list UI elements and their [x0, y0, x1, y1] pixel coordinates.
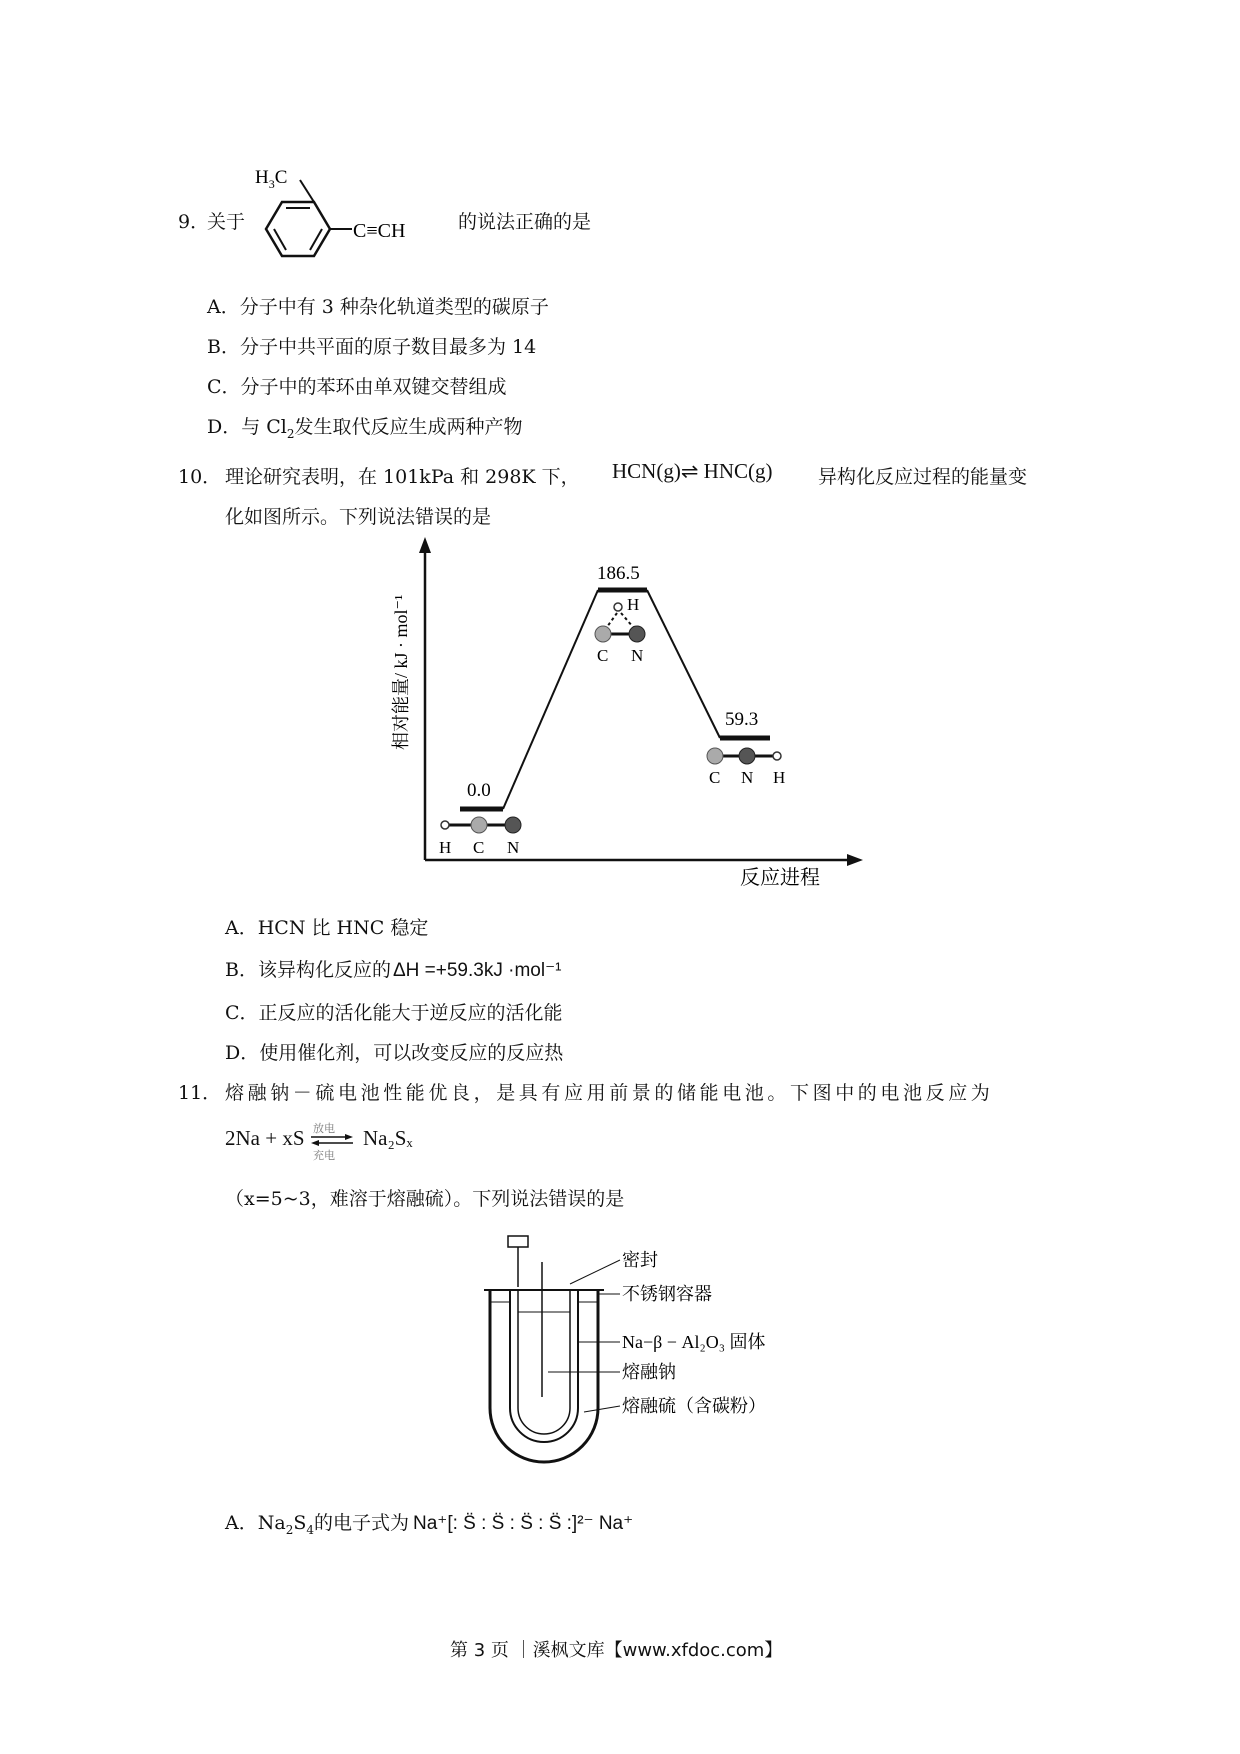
q11-line3: （x=5~3，难溶于熔融硫）。下列说法错误的是	[225, 1188, 625, 1210]
atom-label: H	[627, 595, 640, 614]
q10-option-d	[225, 1038, 563, 1068]
figure-label-seal: 密封	[622, 1250, 658, 1270]
q10-line1-pre: 理论研究表明，在 101kPa 和 298K 下，	[225, 466, 580, 488]
atom-label: C	[473, 838, 485, 857]
reaction-arrow-top: 放电	[313, 1122, 335, 1135]
option-label: C．	[225, 1002, 259, 1024]
q10-option-a	[225, 913, 428, 943]
q11-line1: 熔融钠－硫电池性能优良，是具有应用前景的储能电池。下图中的电池反应为	[225, 1082, 994, 1104]
option-text: HCN 比 HNC 稳定	[257, 917, 429, 939]
level-value-1: 186.5	[597, 563, 640, 584]
electron-formula: Na⁺[: S̈ : S̈ : S̈ : S̈ :]²⁻ Na⁺	[413, 1513, 634, 1534]
option-label: B．	[207, 336, 240, 358]
option-sub: 4	[306, 1522, 314, 1537]
q9-option-a	[207, 292, 549, 322]
q10-equation: HCN(g)⇌ HNC(g)	[612, 459, 773, 483]
q9-suffix: 的说法正确的是	[458, 211, 592, 233]
option-text-rest: 的电子式为	[314, 1512, 410, 1534]
atom-label: N	[741, 768, 754, 787]
q10-number: 10．	[178, 466, 222, 488]
option-formula: ΔH =+59.3kJ ·mol⁻¹	[392, 960, 562, 981]
reaction-left: 2Na + xS	[225, 1126, 305, 1150]
option-label: A．	[225, 917, 258, 939]
figure-label-beta-alumina: Na−β − Al₂O₃ 固体	[622, 1332, 766, 1352]
option-text: 该异构化反应的	[257, 959, 391, 981]
option-label: C．	[207, 376, 241, 398]
option-label: A．	[225, 1512, 258, 1534]
q9-option-b	[207, 332, 536, 362]
figure-label-sodium: 熔融钠	[622, 1362, 676, 1382]
q10-option-c	[225, 998, 563, 1028]
page-footer: 第 3 页 ｜溪枫文库【www.xfdoc.com】	[450, 1640, 783, 1661]
svg-text:H3C	[255, 167, 287, 191]
q9-option-d	[207, 412, 523, 449]
q9-option-c	[207, 372, 507, 402]
y-axis-label: 相对能量/ kJ · mol⁻¹	[391, 594, 411, 750]
atom-label: N	[507, 838, 520, 857]
q9-prefix: 关于	[207, 211, 246, 233]
q9-structure	[252, 160, 452, 275]
atom-label: C	[709, 768, 721, 787]
figure-label-container: 不锈钢容器	[622, 1284, 712, 1304]
level-value-2: 59.3	[725, 709, 759, 730]
q10-option-b	[225, 955, 561, 986]
alkyne-group: C≡CH	[353, 220, 406, 242]
energy-diagram	[385, 535, 865, 895]
battery-figure	[470, 1232, 820, 1477]
q10-line1-post: 异构化反应过程的能量变	[818, 466, 1028, 488]
atom-label: N	[631, 646, 644, 665]
option-text: 分子中有 3 种杂化轨道类型的碳原子	[239, 296, 549, 318]
atom-label: C	[597, 646, 609, 665]
option-text: 使用催化剂，可以改变反应的反应热	[259, 1042, 564, 1064]
option-label: B．	[225, 959, 258, 981]
methyl-c: C	[274, 167, 288, 188]
methyl-sub: 3	[268, 177, 275, 191]
q9-number: 9．	[178, 211, 210, 233]
option-text: 分子中的苯环由单双键交替组成	[240, 376, 507, 398]
option-label: A．	[207, 296, 240, 318]
option-text-rest: 发生取代反应生成两种产物	[294, 416, 523, 438]
methyl-h: H	[255, 167, 269, 188]
q10-line2: 化如图所示。下列说法错误的是	[225, 506, 492, 528]
level-value-0: 0.0	[467, 780, 491, 801]
q11-number: 11．	[178, 1082, 222, 1104]
reaction-arrow-bottom: 充电	[313, 1149, 335, 1162]
atom-label: H	[773, 768, 786, 787]
q11-option-a	[225, 1508, 633, 1545]
option-text: 正反应的活化能大于逆反应的活化能	[258, 1002, 563, 1024]
option-text: Na	[257, 1512, 286, 1534]
reversible-arrow-icon	[309, 1133, 355, 1147]
x-axis-label: 反应进程	[740, 867, 820, 889]
reaction-right: Na₂Sₓ	[363, 1126, 413, 1150]
figure-label-sulfur: 熔融硫（含碳粉）	[622, 1396, 766, 1416]
option-label: D．	[225, 1042, 260, 1064]
option-text: 与 Cl	[241, 416, 287, 438]
option-sub: 2	[286, 426, 295, 441]
option-sub: 2	[285, 1522, 294, 1537]
atom-label: H	[439, 838, 452, 857]
option-label: D．	[207, 416, 242, 438]
option-text: 分子中共平面的原子数目最多为 14	[239, 336, 537, 358]
option-text: S	[293, 1512, 307, 1534]
